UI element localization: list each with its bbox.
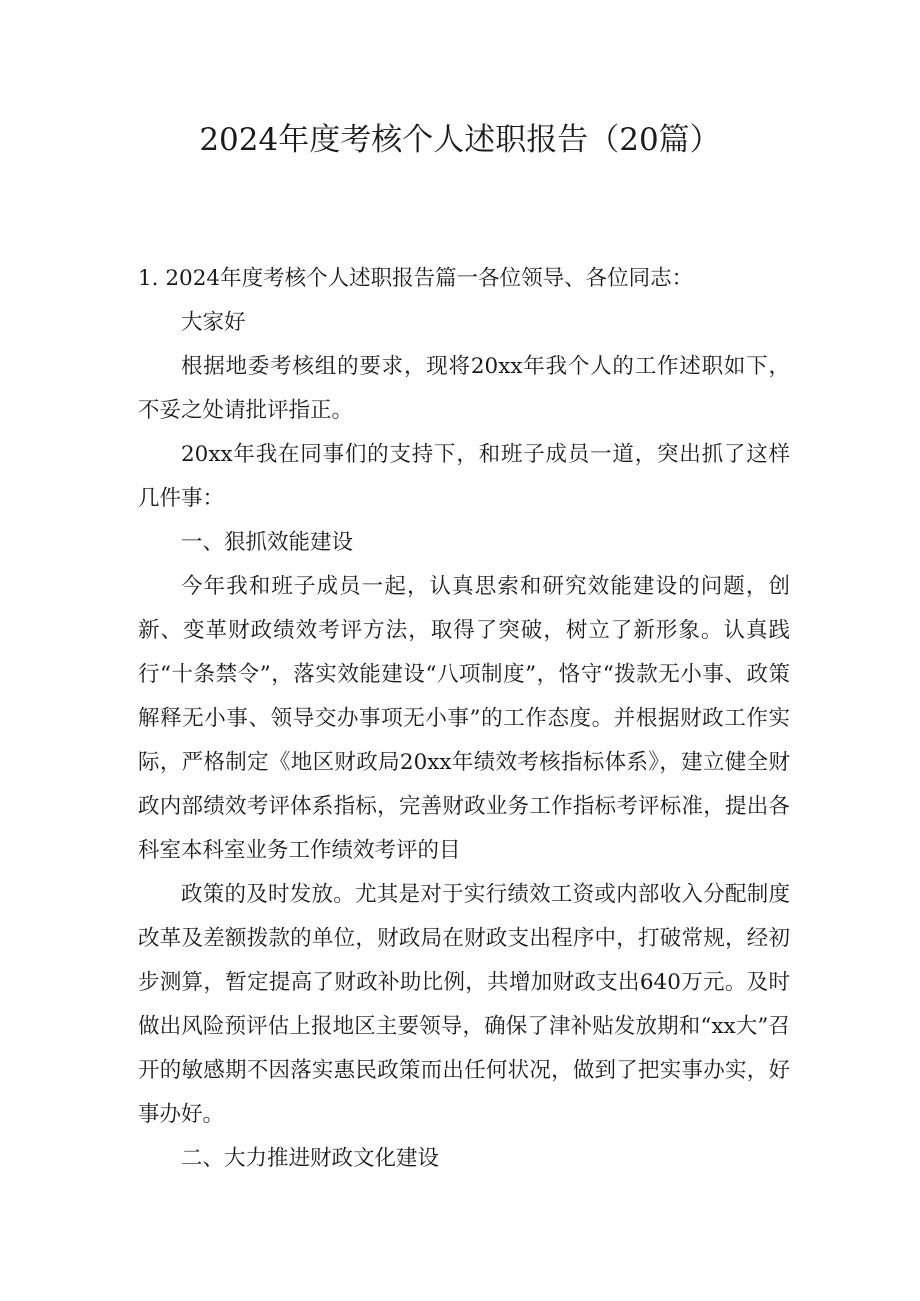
paragraph-heading: 1. 2024年度考核个人述职报告篇一各位领导、各位同志：: [138, 266, 694, 291]
document-title: 2024年度考核个人述职报告（20篇）: [199, 122, 721, 158]
paragraph-greeting: 大家好: [181, 310, 246, 335]
section-heading-2: 二、大力推进财政文化建设: [181, 1146, 440, 1171]
paragraph-section-1: 今年我和班子成员一起，认真思索和研究效能建设的问题，创新、变革财政绩效考评方法，取得了突破，树立了新形象。认真践行“十条禁令”，落实效能建设“八项制度”，恪守“拨款无小事、政策解释无小事、领导交办事项无小事”的工作态度。并根据财政工作实际，严格制定《地区财政局20xx年绩效考核指标体系》，建立健全财政内部绩效考评体系指标，完善财政业务工作指标考评标准，提出各科室本科室业务工作绩效考评的目: [138, 574, 790, 863]
paragraph-intro: 根据地委考核组的要求，现将20xx年我个人的工作述职如下，不妥之处请批评指正。: [138, 354, 790, 423]
section-heading-1: 一、狠抓效能建设: [181, 530, 354, 555]
paragraph-policy: 政策的及时发放。尤其是对于实行绩效工资或内部收入分配制度改革及差额拨款的单位，财政局在财政支出程序中，打破常规，经初步测算，暂定提高了财政补助比例，共增加财政支出640万元。及时做出风险预评估上报地区主要领导，确保了津补贴发放期和“xx大”召开的敏感期不因落实惠民政策而出任何状况，做到了把实事办实，好事办好。: [138, 882, 790, 1127]
document-body: [138, 257, 790, 1181]
paragraph-summary: 20xx年我在同事们的支持下，和班子成员一道，突出抓了这样几件事：: [138, 442, 790, 511]
